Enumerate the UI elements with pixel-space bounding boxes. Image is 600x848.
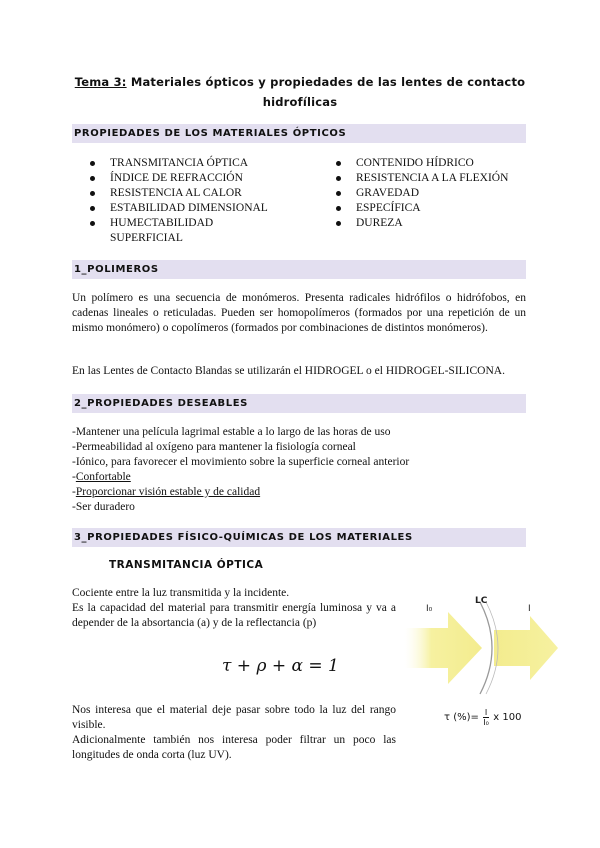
transmitancia-paragraph: Es la capacidad del material para transmitir energía luminosa y va a depender de la absortancia (a) y de la reflectancia (p) bbox=[72, 602, 396, 629]
dash: - bbox=[72, 471, 76, 483]
equation-rhs: x 100 bbox=[493, 712, 522, 723]
list-item: -Mantener una película lagrimal estable a lo largo de las horas de uso bbox=[72, 426, 391, 438]
transmitted-intensity-label: I bbox=[528, 604, 531, 614]
list-item: -Ser duradero bbox=[72, 501, 135, 513]
equation-numerator: I bbox=[484, 708, 488, 717]
section-heading-polimeros: 1_POLIMEROS bbox=[72, 260, 526, 279]
list-item: ESTABILIDAD DIMENSIONAL bbox=[90, 201, 310, 216]
list-item-text: HUMECTABILIDAD bbox=[110, 217, 214, 229]
incident-light-arrow bbox=[404, 612, 482, 684]
desirable-properties-list bbox=[72, 425, 526, 515]
list-item bbox=[90, 216, 310, 246]
transmittance-figure bbox=[400, 590, 580, 750]
list-item: DUREZA bbox=[336, 216, 536, 231]
underlined-text: Confortable bbox=[75, 471, 131, 483]
incident-intensity-label: I₀ bbox=[426, 604, 433, 614]
list-item-text: SUPERFICIAL bbox=[110, 232, 183, 244]
title-prefix: Tema 3: bbox=[74, 75, 127, 89]
list-item: ESPECÍFICA bbox=[336, 201, 536, 216]
list-item: TRANSMITANCIA ÓPTICA bbox=[90, 156, 310, 171]
section-heading-propiedades-deseables: 2_PROPIEDADES DESEABLES bbox=[72, 394, 526, 413]
section-heading-fisico-quimicas: 3_PROPIEDADES FÍSICO-QUÍMICAS DE LOS MATERIALES bbox=[72, 528, 526, 547]
equation-denominator: I₀ bbox=[483, 718, 489, 727]
uv-filter-paragraph: Adicionalmente también nos interesa poder filtrar un poco las longitudes de onda corta (luz UV). bbox=[72, 734, 396, 761]
list-item bbox=[72, 485, 526, 500]
lens-label: LC bbox=[475, 596, 488, 606]
transmitancia-definition: Cociente entre la luz transmitida y la incidente. bbox=[72, 587, 290, 599]
underlined-text: Proporcionar visión estable y de calidad bbox=[75, 486, 261, 498]
transmitted-light-arrow bbox=[494, 616, 558, 680]
list-item: RESISTENCIA A LA FLEXIÓN bbox=[336, 171, 536, 186]
transmittance-percent-equation bbox=[444, 708, 521, 727]
list-item bbox=[72, 470, 526, 485]
list-item: ÍNDICE DE REFRACCIÓN bbox=[90, 171, 310, 186]
section-heading-materiales-opticos: PROPIEDADES DE LOS MATERIALES ÓPTICOS bbox=[72, 124, 526, 143]
polimeros-paragraph: Un polímero es una secuencia de monómeros. Presenta radicales hidrófilos o hidrófobos, en cadenas lineales o reticuladas. Pueden ser homopolímeros (formados por una repetición de un mismo monómero) o copolímeros (formados por combinaciones de distintos monómeros). bbox=[72, 292, 526, 334]
list-item: -Permeabilidad al oxígeno para mantener la fisiología corneal bbox=[72, 441, 356, 453]
title-line-2: hidrofílicas bbox=[262, 95, 338, 109]
title-line-1: Materiales ópticos y propiedades de las lentes de contacto bbox=[130, 75, 526, 89]
list-item: CONTENIDO HÍDRICO bbox=[336, 156, 536, 171]
visible-light-paragraph: Nos interesa que el material deje pasar sobre todo la luz del rango visible. bbox=[72, 704, 396, 731]
document-title bbox=[72, 72, 528, 112]
dash: - bbox=[72, 486, 76, 498]
list-item: -Iónico, para favorecer el movimiento sobre la superficie corneal anterior bbox=[72, 456, 410, 468]
equation-lhs: τ (%)= bbox=[444, 712, 479, 723]
list-item: RESISTENCIA AL CALOR bbox=[90, 186, 310, 201]
properties-list-left bbox=[90, 156, 310, 246]
equation-fraction bbox=[483, 708, 489, 727]
list-item: GRAVEDAD bbox=[336, 186, 536, 201]
subheading-transmitancia: TRANSMITANCIA ÓPTICA bbox=[109, 559, 264, 571]
lentes-paragraph: En las Lentes de Contacto Blandas se utilizarán el HIDROGEL o el HIDROGEL-SILICONA. bbox=[72, 365, 505, 377]
properties-list-right bbox=[336, 156, 536, 231]
transmittance-formula: τ + ρ + α = 1 bbox=[222, 656, 339, 676]
